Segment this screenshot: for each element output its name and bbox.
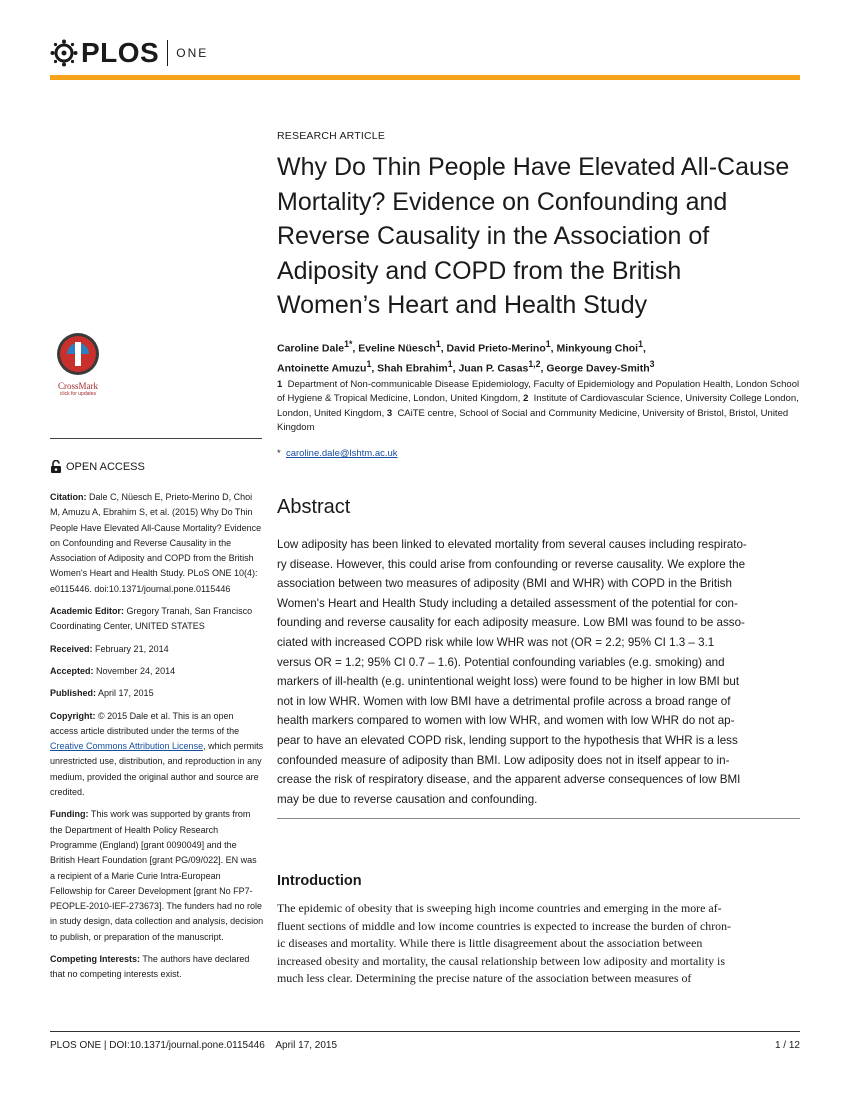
accepted-text: November 24, 2014 [96,665,176,676]
editor-label: Academic Editor: [50,606,125,617]
title-line: Reverse Causality in the Association of [277,222,710,250]
accepted-label: Accepted: [50,665,94,676]
affiliation-text: CAiTE centre, School of Social and Community Medicine, University of Bristol, Bristol, United Kingdom [277,407,789,433]
author-line: Caroline Dale$^{1*}$, Eveline Nüesch$^1$, David Prieto-Merino$^1$, Minkyoung Choi$^1$, [277,339,646,355]
funding [50,807,264,945]
intro-line: fluent sections of middle and low income countries is expected to increase the burden of chron- [277,918,732,933]
logo-divider [167,40,168,66]
citation-text: Dale C, Nüesch E, Prieto-Merino D, Choi M, Amuzu A, Ebrahim S, et al. (2015) Why Do Thin People Have Elevated All-Cause Mortality? Evidence on Confounding and Reverse Causality in the Association of Adiposity and COPD from the British Women's Heart and Health Study. PLoS ONE 10(4): e0115446. doi:10.1371/journal.pone.0115446 [50,492,262,594]
received-text: February 21, 2014 [95,643,169,654]
title-line: Women’s Heart and Health Study [277,291,648,319]
crossmark-icon [50,332,106,376]
title-line: Adiposity and COPD from the British [277,256,682,285]
abstract-line: health markers compared to women with low WHR, and women with low WHR do not ap- [277,714,735,728]
affiliation-number: 2 [523,393,529,405]
published-date [50,686,264,701]
author-list [277,337,802,376]
received-label: Received: [50,643,93,654]
competing-interests [50,952,264,983]
author: , David Prieto-Merino [440,342,546,355]
abstract-line: pear to have an elevated COPD risk, lending support to the hypothesis that WHR is a less [277,733,738,747]
author: Antoinette Amuzu [277,362,367,374]
page-number: 1 / 12 [774,1040,800,1051]
affiliation-number: 1 [277,379,283,390]
author: , George Davey-Smith [540,362,650,374]
title-line: Mortality? Evidence on Confounding and [277,187,728,216]
affiliation-text: Institute of Cardiovascular Science, University College London, London, United Kingdom, [277,393,799,419]
header-accent-bar [50,75,800,80]
article-title [277,150,802,323]
author-affiliation: 3 [649,358,655,369]
author-affiliation: 1 [638,339,643,349]
introduction-body [277,900,802,988]
abstract-line: ry disease. However, this could arise from confounding or reverse causality. We explore the [277,557,746,571]
affiliations [277,378,802,435]
corresponding-email [277,448,802,459]
abstract-line: Low adiposity has been linked to elevated mortality from several causes including respirato- [277,538,747,551]
author: , Shah Ebrahim [371,362,448,374]
author-affiliation: 1 [366,358,372,369]
affiliation-number: 3 [386,407,393,419]
sidebar-divider [50,438,262,439]
author: Caroline Dale [277,342,345,355]
competing-text: The authors have declared that no competing interests exist. [50,954,250,980]
copyright-text-cont: , which permits unrestricted use, distribution, and reproduction in any medium, provided the original author and source are credited. [50,741,264,798]
abstract-line: founding and reverse causality for each adiposity measure. Low BMI was found to be asso- [277,616,745,630]
funding-text: This work was supported by grants from the Department of Health Policy Research Programme (England) [grant 0090049] and the British Heart Foundation [grant PG/09/022]. EN was a recipient of a Marie Curie Intra-European Fellowship for Career Development [grant No FP7-PEOPLE-2010-IEF-273673]. The funders had no role in study design, data collection and analysis, decision to publish, or preparation of the manuscript. [50,809,264,942]
article-metadata [50,490,264,990]
citation-label: Citation: [50,492,87,502]
author-affiliation: 1 [447,358,453,369]
footer-citation [50,1040,337,1051]
article-type: RESEARCH ARTICLE [277,130,386,142]
published-text: April 17, 2015 [98,688,154,699]
affiliation-text: Department of Non-communicable Disease Epidemiology, Faculty of Epidemiology and Population Health, London School of Hygiene & Tropical Medicine, London, United Kingdom, [277,379,800,405]
author-affiliation: 1 [545,339,551,349]
author-affiliation: 1 [435,339,441,349]
abstract-line: confounded measure of adiposity than BMI. Low adiposity does not in itself appear to in- [277,753,730,767]
introduction-heading: Introduction [277,873,362,889]
funding-label: Funding: [50,809,89,820]
abstract-line: not in low WHR. Women with low BMI have a detrimental profile across a broad range of [277,694,731,708]
abstract-divider [277,818,800,819]
abstract-line: association between two measures of adiposity (BMI and WHR) with COPD in the British [277,577,732,591]
corresponding-author-marker: * [348,339,353,349]
author-line [277,357,802,377]
editor-text: Gregory Tranah, San Francisco Coordinating Center, UNITED STATES [50,606,253,632]
abstract-line: markers of ill-health (e.g. unintentional weight loss) were found to be higher in low BMI but [277,675,740,689]
crossmark-badge[interactable] [50,332,106,402]
intro-line: increased obesity and mortality, the causal relationship between low adiposity and mortality is [277,953,725,968]
crossmark-sub: click for updates [59,391,97,397]
author: , Eveline Nüesch [352,342,436,355]
crossmark-label: CrossMark [58,381,98,391]
copyright [50,709,264,801]
intro-line: ic diseases and mortality. While there is little disagreement about the association between [277,936,703,951]
author-affiliation: 1,2 [528,358,541,369]
abstract-line: Women's Heart and Health Study including a detailed assessment of the potential for con- [277,596,738,610]
citation [50,490,264,597]
accepted-date [50,664,264,679]
journal-name: ONE [176,46,209,60]
abstract-heading: Abstract [277,496,351,518]
copyright-text: © 2015 Dale et al. This is an open access article distributed under the terms of the [50,710,240,736]
abstract-line: versus OR = 1.2; 95% CI 0.7 – 1.6). Potential confounding variables (e.g. smoking) and [277,655,725,669]
plos-logo-icon [50,39,78,67]
corresponding-marker: * [277,448,281,459]
plos-logo-text: PLOS [81,37,160,68]
abstract-body [277,535,802,809]
open-access-text: OPEN ACCESS [66,460,145,473]
title-line: Why Do Thin People Have Elevated All-Cause [277,153,790,181]
author: , Juan P. Casas [452,362,529,374]
intro-line: much less clear. Determining the precise nature of the association between measures of [277,971,692,986]
footer-divider [50,1031,800,1032]
author: , Minkyoung Choi [550,342,639,355]
intro-line: The epidemic of obesity that is sweeping high income countries and emerging in the more af- [277,901,722,915]
abstract-line: may be due to reverse causation and confounding. [277,792,538,806]
open-access-label [50,460,145,473]
academic-editor [50,604,264,635]
email-link[interactable]: caroline.dale@lshtm.ac.uk [285,448,398,459]
plos-logo[interactable] [50,36,208,70]
abstract-line: ciated with increased COPD risk while low WHR was not (OR = 2.2; 95% CI 1.3 – 3.1 [277,635,715,649]
competing-label: Competing Interests: [50,954,141,965]
received-date [50,642,264,657]
footer-doi: PLOS ONE | DOI:10.1371/journal.pone.0115446 [50,1040,265,1051]
footer-date: April 17, 2015 [275,1040,338,1051]
author-affiliation: 1 [344,339,349,349]
published-label: Published: [50,688,97,699]
copyright-label: Copyright: [50,710,96,721]
open-lock-icon [50,460,62,473]
abstract-line: crease the risk of respiratory disease, and the apparent adverse consequences of low BMI [277,773,741,787]
license-link[interactable]: Creative Commons Attribution License [50,741,204,752]
